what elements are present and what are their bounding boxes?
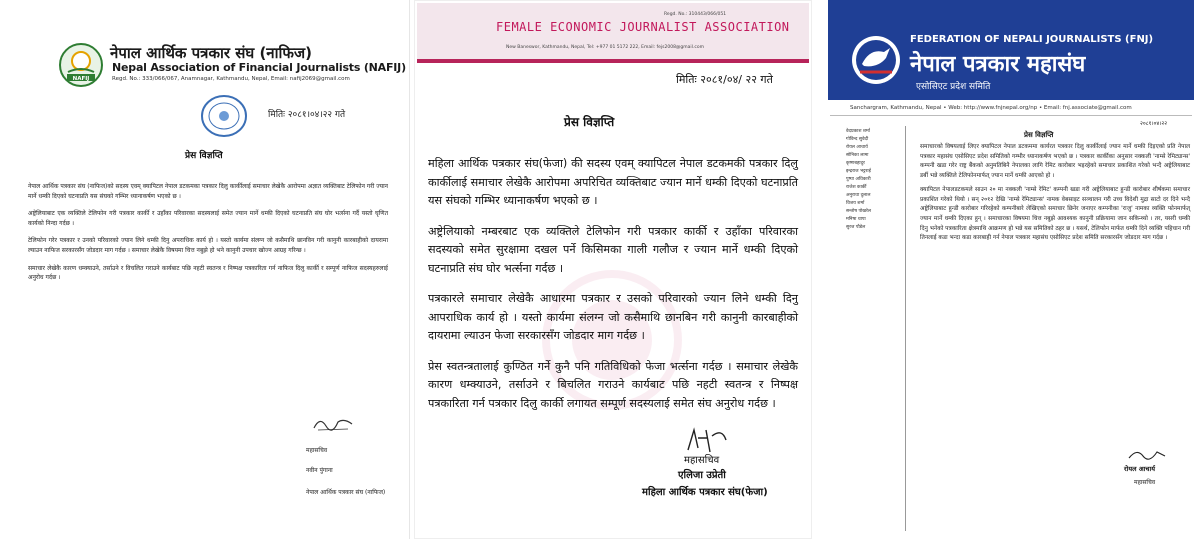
paragraph: समाचारको विषयलाई लिएर क्यापिटल नेपाल डटकममा कार्यरत पत्रकार दिलु कार्कीलाई ज्यान मार्ने धम्की दिइएको प्रति नेपाल पत्रकार महासंघ एसोसिएट प्रदेश समितिको गम्भीर ध्यानाकर्षण भएको छ । पत्रकार कार्कीका अनुसार नक्कली 'नाम्से रेमिट्यान्स' कम्पनी खडा गरेर राष्ट्र बैंकको अनुमतिबिनै नेपालका लागि रेमिट कारोबार भइरहेको समाचार प्रकाशित गरेको भन्दै अष्ट्रेलियाबाट डर्बी भन्ने व्यक्तिले टेलिफोनमार्फत् ज्यान मार्ने धम्की आएको हो । [920, 144, 1190, 180]
svg-text:NAFIJ: NAFIJ [72, 76, 90, 82]
org-name-np: नेपाल पत्रकार महासंघ [910, 52, 1086, 77]
committee-member: मनिषा थापा [846, 217, 866, 222]
date: मितिः २०८१।०४।२२ गते [268, 110, 346, 120]
paragraph: क्यापिटल नेपालडटकमले साउन २० मा नक्कली 'नाम्से रेमिट' कम्पनी खडा गरी अष्ट्रेलियाबाट हुन्डी कारोबार शीर्षकमा समाचार प्रकाशित गरेको थियो । सन् २०१२ देखि 'नाम्से रेमिट्यान्स' नामक वेबसाइट सञ्चालन गरी उच्च विदेशी मुद्रा साटो दर दिने भन्दै अष्ट्रेलियाबाट हुन्डी कारोबार गरिरहेको कम्पनीबारे लेखिएको समाचार छिनेर जनाएर कम्पनीका 'राजु' नामका व्यक्ति फोनमार्फत् ज्यान मार्ने धम्की दिएका हुन् । समाचारका विषयमा चित्त नबुझे आवश्यक कानुनी प्रक्रियामा जान सकिन्थ्यो । तर, यसरी धम्की दिनु भनेको पत्रकारिता क्षेत्रमाथि आक्रमण हो भन्ने यस समितिको ठहर छ । यसर्थ, टेलिफोन मार्फत धम्की दिने व्यक्ति पहिचान गरी तिनलाई कडा भन्दा कडा कारबाही गर्न नेपाल पत्रकार महासंघ एसोसिएट प्रदेश समिति सरकारसँग जोडदार माग गर्दछ । [920, 186, 1191, 242]
release-body [428, 155, 798, 425]
signatory-role: महासचिव [1134, 479, 1156, 486]
committee-member: रोयल आचार्य [846, 145, 868, 150]
press-release-title: प्रेस विज्ञप्ति [1024, 131, 1054, 139]
press-release-fnj [822, 0, 1200, 539]
seal-stamp-icon [198, 92, 250, 140]
paragraph: प्रेस स्वतन्त्रतालाई कुण्ठित गर्ने कुनै पनि गतिविधिको फेजा भर्त्सना गर्दछ । समाचार लेखेकै कारण धम्क्याउने, तर्साउने र बिचलित गराउने कार्यबाट पछि नहटी स्वतन्त्र र निष्पक्ष पत्रकारिता गर्न पत्रकार दिलु कार्की लगायत सम्पूर्ण सदस्यलाई समेत संघ अनुरोध गर्दछ । [428, 359, 798, 410]
press-release-nafij [0, 0, 410, 539]
org-subtitle: एसोसिएट प्रदेश समिति [916, 82, 991, 92]
committee-sidebar [832, 126, 906, 531]
paragraph: अष्ट्रेलियाबाट एक व्यक्तिले टेलिफोन गरी पत्रकार कार्की र उहाँका परिवारका सदस्यलाई समेत ज्यान मार्ने धम्की दिएको घटनाप्रति संघ घोर भर्त्सना गर्दै यस्तो घृणित कार्यको निन्दा गर्दछ । [28, 210, 388, 227]
committee-member: पुष्पा अधिकारी [846, 177, 871, 182]
committee-member: गोविन्द सुवेदी [846, 137, 869, 142]
committee-member: वेदप्रकाश शर्मा [846, 129, 870, 134]
committee-member: सन्तोष पोखरेल [846, 209, 871, 214]
committee-member: अनुराधा दुलाल [846, 193, 871, 198]
committee-member: कृष्णबहादुर [846, 161, 865, 166]
committee-member: राजेश कार्की [846, 185, 867, 190]
signatory-role: महासचिव [684, 455, 720, 466]
org-name-np: नेपाल आर्थिक पत्रकार संघ (नाफिज) [110, 44, 312, 62]
signatory-org: महिला आर्थिक पत्रकार संघ(फेजा) [642, 487, 768, 498]
address-line: New Baneswor, Kathmandu, Nepal, Tel: +977 01 5172 222, Email: fejs2008@gmail.com [506, 45, 704, 50]
committee-member: इन्द्रराज भट्टराई [846, 169, 871, 174]
press-release-title: प्रेस विज्ञप्ति [564, 115, 615, 129]
signature-icon [312, 412, 354, 434]
signature-icon [1127, 446, 1167, 462]
org-name-en: Nepal Association of Financial Journalists (NAFIJ) [112, 61, 406, 74]
date: २०८१।०४।२२ [1140, 121, 1168, 127]
paragraph: अष्ट्रेलियाको नम्बरबाट एक व्यक्तिले टेलिफोन गरी पत्रकार कार्की र उहाँका परिवारका सदस्यको समेत सुरक्षामा दखल पर्ने किसिमका गाली गलौज र ज्यान मार्ने धम्की दिएको घटनाप्रति संघ घोर भर्त्सना गर्दछ । [428, 224, 798, 275]
paragraph: समाचार लेखेकै कारण धम्क्याउने, तर्साउने र विचलित गराउने कार्यबाट पछि नहटी स्वतन्त्र र निष्पक्ष पत्रकारिता गर्न नाफिज दिलु कार्की र सम्पूर्ण नाफिज सदस्यहरुलाई अनुरोध गर्दछ । [28, 264, 388, 282]
paragraph: टेलिफोन गरेर पत्रकार र उनको परिवारको ज्यान लिने धम्की दिनु अपराधिक कार्य हो । यस्तो कार्यमा संलग्न जो कसैमाथि छानविन गरी कानुनी कारबाहीको दायरामा ल्याउन नाफिज सरकारसँग जोडदार माग गर्दछ । समाचार लेखेकै विषयमा चित्त नबुझे हो भने कानुनी उपचार खोज्न आग्रह गरिन्छ । [28, 237, 388, 254]
release-body [28, 182, 388, 291]
paragraph: नेपाल आर्थिक पत्रकार संघ (नाफिज)को सदस्य एवम् क्यापिटल नेपाल डटकमका पत्रकार दिलु कार्कीलाई समाचार लेखेकै आरोपमा अज्ञात व्यक्तिबाट टेलिफोन गरी ज्यान मार्ने धम्की दिएको घटनाप्रति यस संघको गम्भिर ध्यानाकर्षण भएको छ । [28, 183, 388, 200]
signatory-name: नवीन पुंगाना [306, 467, 333, 474]
signatory-name: एलिजा उप्रेती [678, 470, 726, 481]
divider [830, 115, 1192, 116]
nafij-logo-icon [58, 42, 104, 88]
fnj-logo-icon [850, 34, 902, 86]
committee-member: सुरज पौडेल [846, 225, 866, 230]
address-line: Sanchargram, Kathmandu, Nepal • Web: http://www.fnjnepal.org/np • Email: fnj.associate@gmail.com [850, 105, 1132, 111]
org-name-en: FEDERATION OF NEPALI JOURNALISTS (FNJ) [910, 34, 1154, 45]
registration-line: Regd. No.: 310443/066/051 [664, 12, 727, 17]
release-body [920, 143, 1190, 248]
signatory-org: नेपाल आर्थिक पत्रकार संघ (नाफिज) [306, 489, 386, 496]
press-release-title: प्रेस विज्ञप्ति [185, 151, 223, 161]
paragraph: महिला आर्थिक पत्रकार संघ(फेजा) की सदस्य एवम् क्यापिटल नेपाल डटकमकी पत्रकार दिलु कार्कीलाई समाचार लेखेकै आरोपमा अपरिचित व्यक्तिबाट ज्यान मार्ने धम्की दिएको घटनाप्रति यस संघको गम्भिर ध्यानाकर्षण भएको छ । [428, 157, 798, 207]
date: मितिः २०८१/०४/ २२ गते [676, 73, 773, 86]
committee-member: सोनिका लामा [846, 153, 869, 158]
committee-member: विजय शर्मा [846, 201, 865, 206]
signatory-name: रोयल आचार्य [1124, 465, 1156, 473]
press-release-feja [414, 0, 812, 539]
registration-line: Regd. No.: 333/066/067, Anamnagar, Kathmandu, Nepal, Email: nafij2069@gmail.com [112, 76, 350, 82]
paragraph: पत्रकारले समाचार लेखेकै आधारमा पत्रकार र उसको परिवारको ज्यान लिने धम्की दिनु आपराधिक कार्य हो । यस्तो कार्यमा संलग्न जो कसैमाथि छानबिन गरी कानुनी कारबाहीको दायरामा ल्याउन फेजा सरकारसँग जोडदार माग गर्दछ । [428, 292, 798, 342]
signatory-role: महासचिव [306, 447, 328, 454]
org-name-en: FEMALE ECONOMIC JOURNALIST ASSOCIATION [496, 20, 790, 34]
